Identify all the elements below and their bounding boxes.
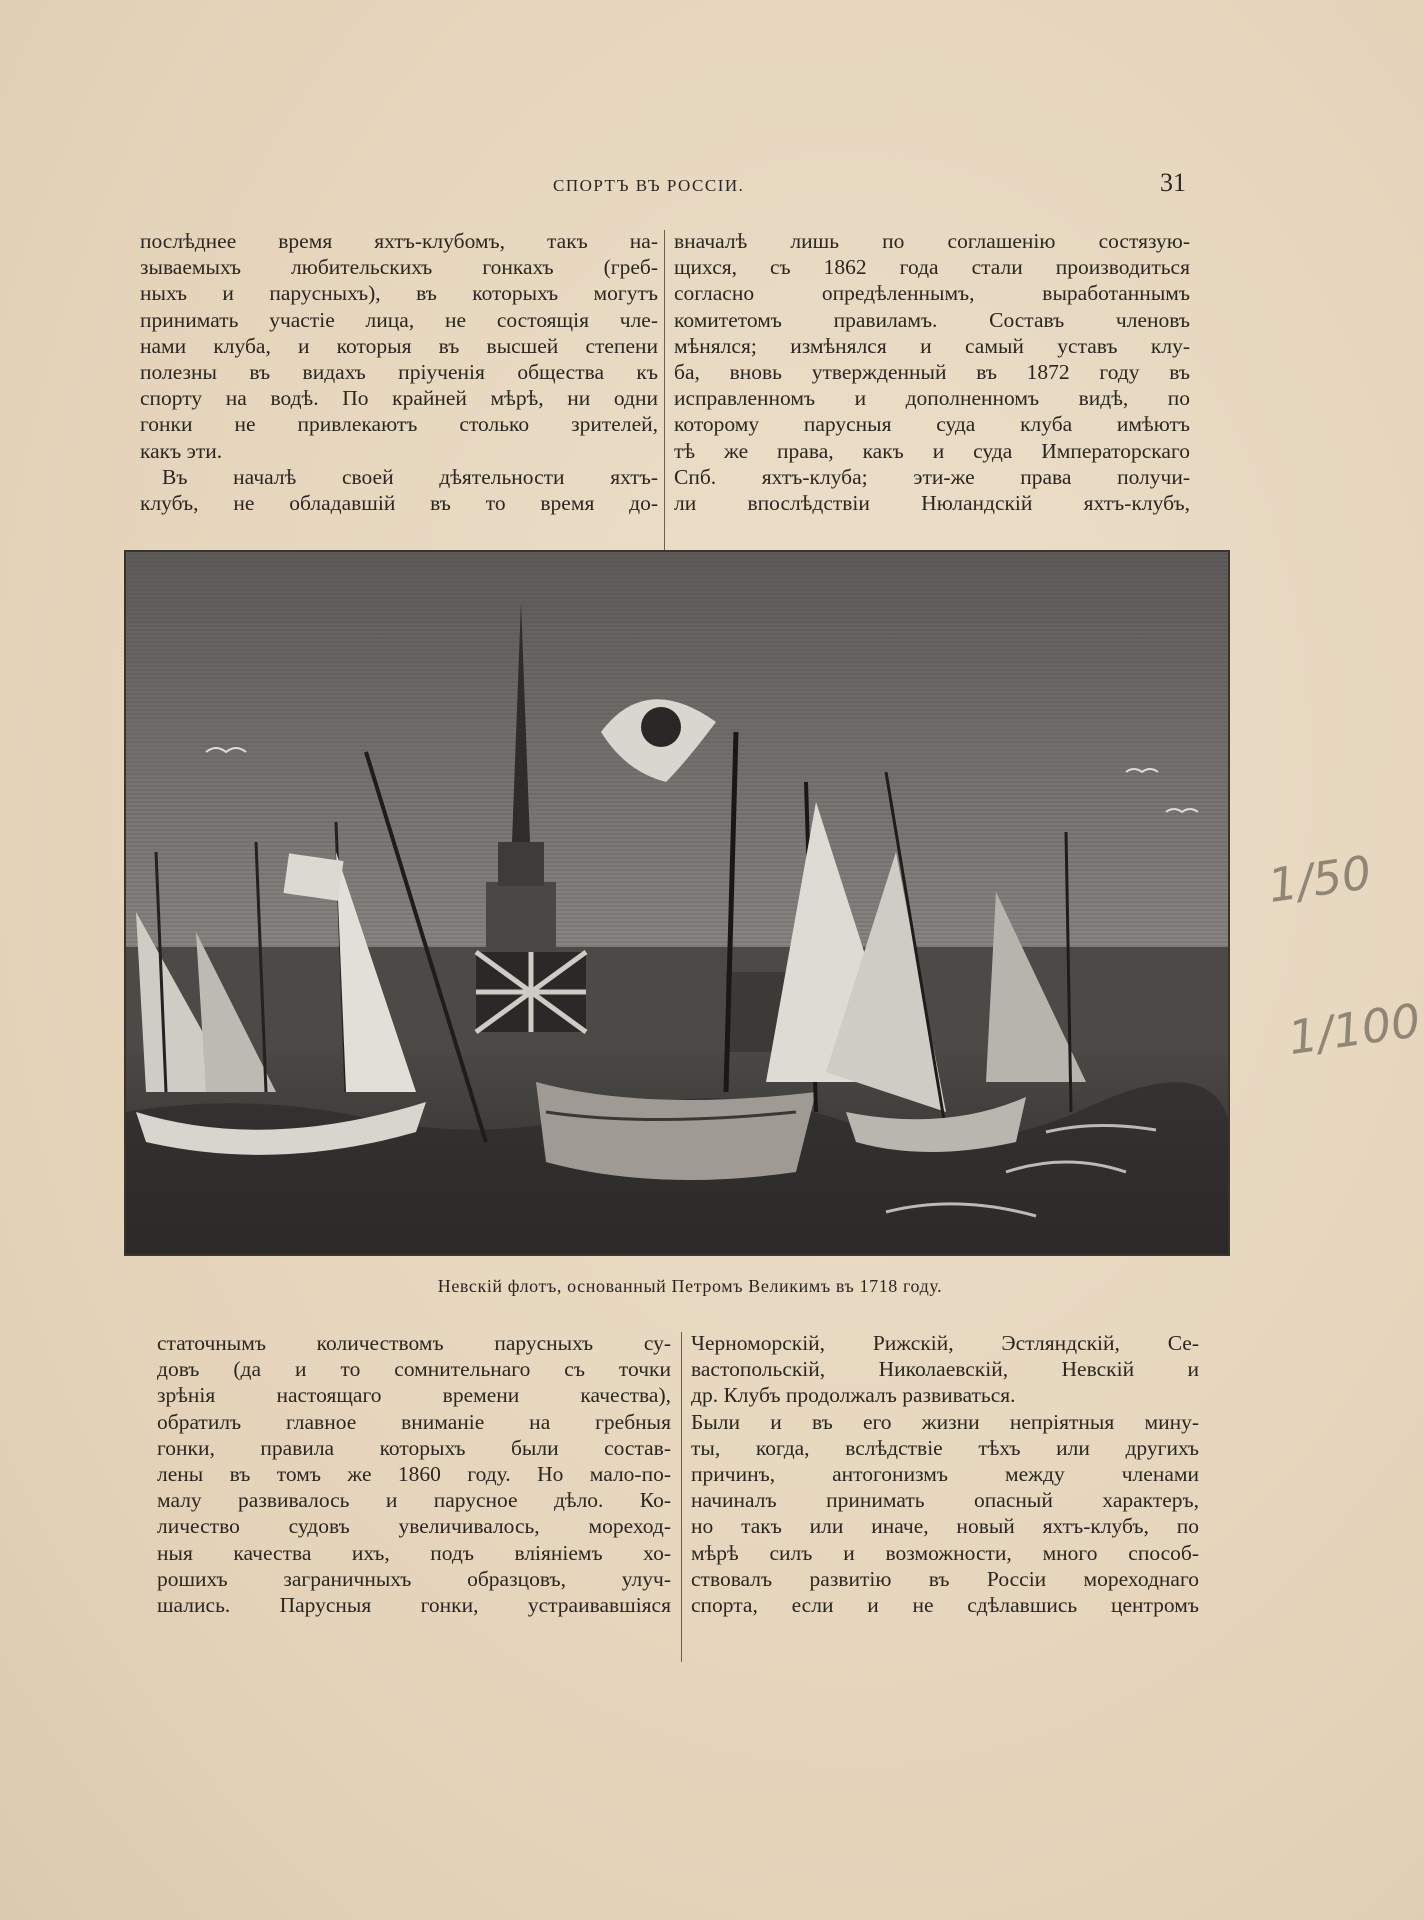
text-line: обратилъ главное вниманіе на гребныя [157, 1409, 671, 1434]
text-line: нами клуба, и которыя въ высшей степени [140, 333, 658, 358]
text-line: Черноморскій, Рижскій, Эстляндскій, Се- [691, 1331, 1199, 1355]
pencil-margin-note: 1/100 [1284, 993, 1424, 1065]
text-line: ты, когда, вслѣдствіе тѣхъ или другихъ [691, 1435, 1199, 1460]
text-line: Были и въ его жизни непріятныя мину- [691, 1409, 1199, 1434]
text-line: шались. Парусныя гонки, устраивавшіяся [157, 1593, 671, 1618]
text-line: Спб. яхтъ-клуба; эти-же права получи- [674, 464, 1190, 489]
text-line: лены въ томъ же 1860 году. Но мало-по- [157, 1462, 671, 1487]
text-line: ба, вновь утвержденный въ 1872 году въ [674, 360, 1190, 385]
text-column-top-left [140, 228, 658, 516]
text-line: ныя качества ихъ, подъ вліяніемъ хо- [157, 1540, 671, 1565]
text-line: спорта, если и не сдѣлавшись центромъ [691, 1593, 1199, 1618]
text-column-top-right [674, 228, 1190, 516]
text-line: зрѣнія настоящаго времени качества), [157, 1383, 671, 1408]
text-line: мѣрѣ силъ и возможности, много способ- [691, 1540, 1199, 1565]
figure-caption: Невскій флотъ, основанный Петромъ Великимъ въ 1718 году. [437, 1276, 943, 1296]
column-divider [664, 230, 665, 560]
text-line: довъ (да и то сомнительнаго съ точки [157, 1357, 671, 1382]
text-line: гонки, правила которыхъ были состав- [157, 1435, 671, 1460]
text-line: рошихъ заграничныхъ образцовъ, улуч- [157, 1566, 671, 1591]
text-line: комитетомъ правиламъ. Составъ членовъ [674, 307, 1190, 332]
text-line: статочнымъ количествомъ парусныхъ су- [157, 1331, 671, 1355]
text-column-bottom-right [691, 1330, 1199, 1618]
pencil-margin-note: 1/50 [1264, 845, 1375, 913]
text-line: причинъ, антогонизмъ между членами [691, 1462, 1199, 1487]
text-line: спорту на водѣ. По крайней мѣрѣ, ни одни [140, 386, 658, 411]
text-line: зываемыхъ любительскихъ гонкахъ (греб- [140, 255, 658, 280]
text-line: тѣ же права, какъ и суда Императорскаго [674, 438, 1190, 463]
text-line: исправленномъ и дополненномъ видѣ, по [674, 386, 1190, 411]
text-line: др. Клубъ продолжалъ развиваться. [691, 1383, 1016, 1408]
text-line: которому парусныя суда клуба имѣютъ [674, 412, 1190, 437]
text-line: гонки не привлекаютъ столько зрителей, [140, 412, 658, 437]
text-line: принимать участіе лица, не состоящія чле- [140, 307, 658, 332]
text-line: личество судовъ увеличивалось, мореход- [157, 1514, 671, 1539]
text-line: вначалѣ лишь по соглашенію состязую- [674, 229, 1190, 253]
text-line: ли впослѣдствіи Нюландскій яхтъ-клубъ, [674, 491, 1190, 516]
engraving-illustration [124, 550, 1230, 1256]
column-divider [681, 1332, 682, 1662]
running-title: СПОРТЪ ВЪ РОССІИ. [553, 176, 745, 195]
text-column-bottom-left [157, 1330, 671, 1618]
text-line: мѣнялся; измѣнялся и самый уставъ клу- [674, 333, 1190, 358]
page-number: 31 [1160, 168, 1186, 197]
text-line: полезны въ видахъ пріученія общества къ [140, 360, 658, 385]
text-line: ствовалъ развитію въ Россіи мореходнаго [691, 1566, 1199, 1591]
text-line: ныхъ и парусныхъ), въ которыхъ могутъ [140, 281, 658, 306]
text-line: послѣднее время яхтъ-клубомъ, такъ на- [140, 229, 658, 253]
text-line: вастопольскій, Николаевскій, Невскій и [691, 1357, 1199, 1382]
text-line: согласно опредѣленнымъ, выработаннымъ [674, 281, 1190, 306]
text-line: начиналъ принимать опасный характеръ, [691, 1488, 1199, 1513]
text-line: щихся, съ 1862 года стали производиться [674, 255, 1190, 280]
text-line: но такъ или иначе, новый яхтъ-клубъ, по [691, 1514, 1199, 1539]
text-line: Въ началѣ своей дѣятельности яхтъ- [162, 464, 658, 489]
text-line: клубъ, не обладавшій въ то время до- [140, 491, 658, 516]
text-line: какъ эти. [140, 438, 223, 463]
text-line: малу развивалось и парусное дѣло. Ко- [157, 1488, 671, 1513]
